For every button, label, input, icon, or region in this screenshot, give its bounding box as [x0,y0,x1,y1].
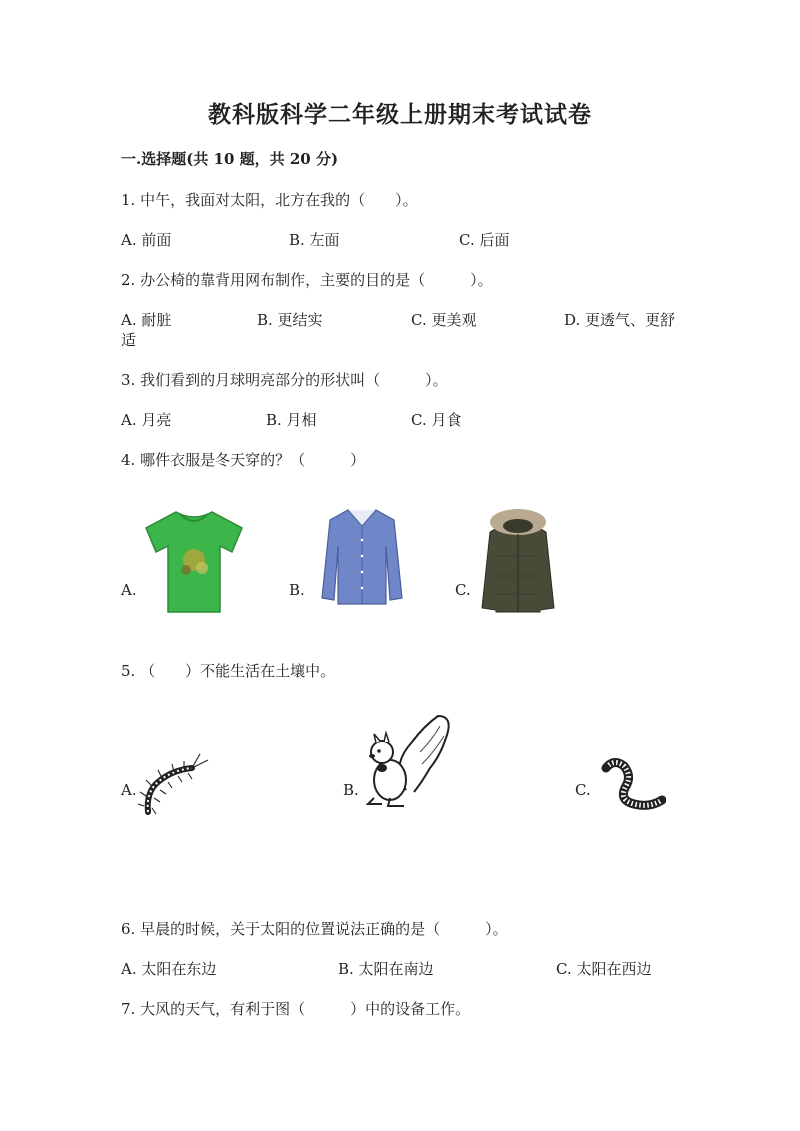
q2-option-b[interactable]: B. 更结实 [257,311,323,329]
q2-option-d[interactable]: D. 更透气、更舒 [564,311,676,329]
question-6: 6. 早晨的时候，关于太阳的位置说法正确的是（ ）。 [121,920,508,938]
earthworm-icon[interactable] [600,756,666,814]
q4-option-b[interactable]: B. [289,581,305,599]
q1-option-b[interactable]: B. 左面 [289,231,340,249]
q3-option-a[interactable]: A. 月亮 [121,411,172,429]
question-1: 1. 中午，我面对太阳，北方在我的（ ）。 [121,191,418,209]
q1-option-a[interactable]: A. 前面 [121,231,172,249]
squirrel-icon[interactable] [360,712,452,812]
q6-option-c[interactable]: C. 太阳在西边 [556,960,652,978]
q4-option-c[interactable]: C. [455,581,471,599]
q5-option-a[interactable]: A. [121,781,137,799]
shirt-icon[interactable] [316,506,408,606]
q2-option-c[interactable]: C. 更美观 [411,311,477,329]
q5-option-b[interactable]: B. [343,781,359,799]
page-title: 教科版科学二年级上册期末考试试卷 [208,102,592,128]
q2-option-d-wrap: 适 [121,331,137,349]
question-5: 5. （ ）不能生活在土壤中。 [121,662,336,680]
q3-option-b[interactable]: B. 月相 [266,411,317,429]
q6-option-a[interactable]: A. 太阳在东边 [121,960,217,978]
q1-option-c[interactable]: C. 后面 [459,231,510,249]
question-2: 2. 办公椅的靠背用网布制作，主要的目的是（ ）。 [121,271,493,289]
q3-option-c[interactable]: C. 月食 [411,411,462,429]
question-4: 4. 哪件衣服是冬天穿的？（ ） [121,451,366,469]
question-3: 3. 我们看到的月球明亮部分的形状叫（ ）。 [121,371,448,389]
q2-option-a[interactable]: A. 耐脏 [121,311,172,329]
q5-option-c[interactable]: C. [575,781,591,799]
q6-option-b[interactable]: B. 太阳在南边 [338,960,434,978]
section-heading: 一.选择题(共 10 题，共 20 分) [121,150,339,168]
centipede-icon[interactable] [138,752,210,818]
winter-jacket-icon[interactable] [478,504,558,616]
q4-option-a[interactable]: A. [121,581,137,599]
tshirt-icon[interactable] [138,506,250,618]
question-7: 7. 大风的天气，有利于图（ ）中的设备工作。 [121,1000,471,1018]
